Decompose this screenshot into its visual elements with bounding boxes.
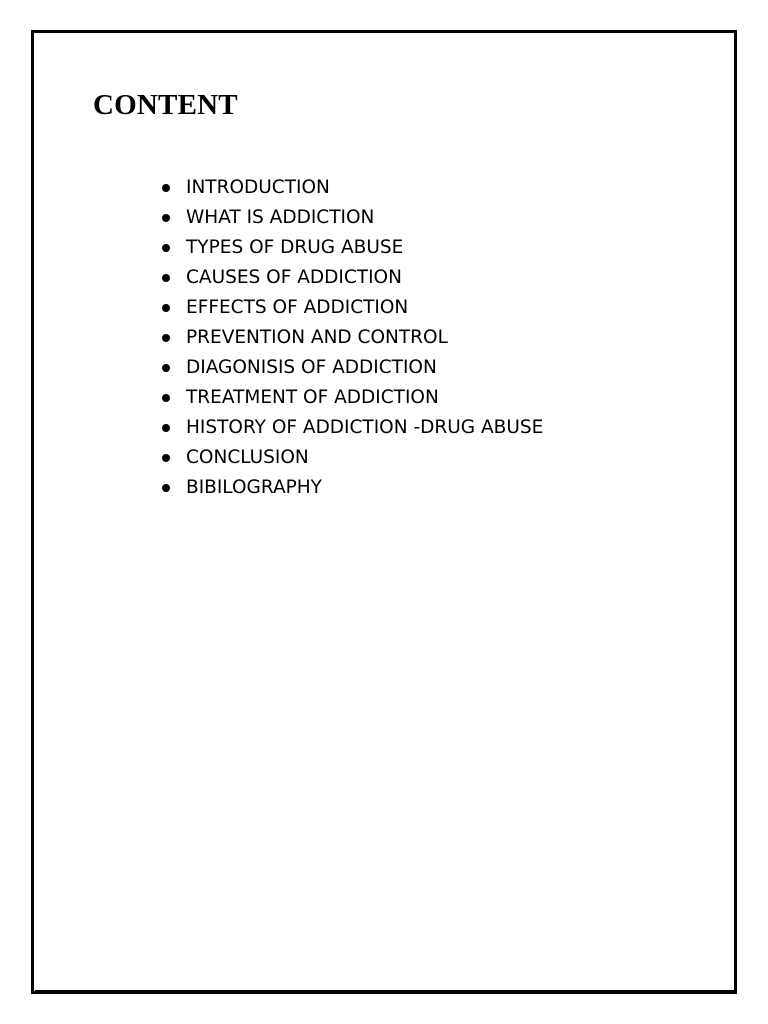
page-border bbox=[31, 30, 737, 994]
bullet-icon bbox=[162, 334, 170, 342]
page-border-bottom-rule bbox=[35, 990, 737, 992]
page-title: CONTENT bbox=[93, 89, 238, 121]
toc-item-label: HISTORY OF ADDICTION -DRUG ABUSE bbox=[186, 417, 544, 438]
bullet-icon bbox=[162, 184, 170, 192]
bullet-icon bbox=[162, 214, 170, 222]
bullet-icon bbox=[162, 274, 170, 282]
toc-item-label: TYPES OF DRUG ABUSE bbox=[186, 237, 404, 258]
toc-item-label: TREATMENT OF ADDICTION bbox=[186, 387, 439, 408]
toc-item-label: BIBILOGRAPHY bbox=[186, 477, 322, 498]
toc-item-label: PREVENTION AND CONTROL bbox=[186, 327, 448, 348]
bullet-icon bbox=[162, 244, 170, 252]
toc-item-label: CONCLUSION bbox=[186, 447, 309, 468]
toc-item-label: INTRODUCTION bbox=[186, 177, 330, 198]
bullet-icon bbox=[162, 394, 170, 402]
bullet-icon bbox=[162, 454, 170, 462]
bullet-icon bbox=[162, 304, 170, 312]
toc-item-label: DIAGONISIS OF ADDICTION bbox=[186, 357, 437, 378]
bullet-icon bbox=[162, 364, 170, 372]
toc-item-label: CAUSES OF ADDICTION bbox=[186, 267, 402, 288]
bullet-icon bbox=[162, 484, 170, 492]
toc-item-label: EFFECTS OF ADDICTION bbox=[186, 297, 409, 318]
bullet-icon bbox=[162, 424, 170, 432]
toc-item-label: WHAT IS ADDICTION bbox=[186, 207, 375, 228]
